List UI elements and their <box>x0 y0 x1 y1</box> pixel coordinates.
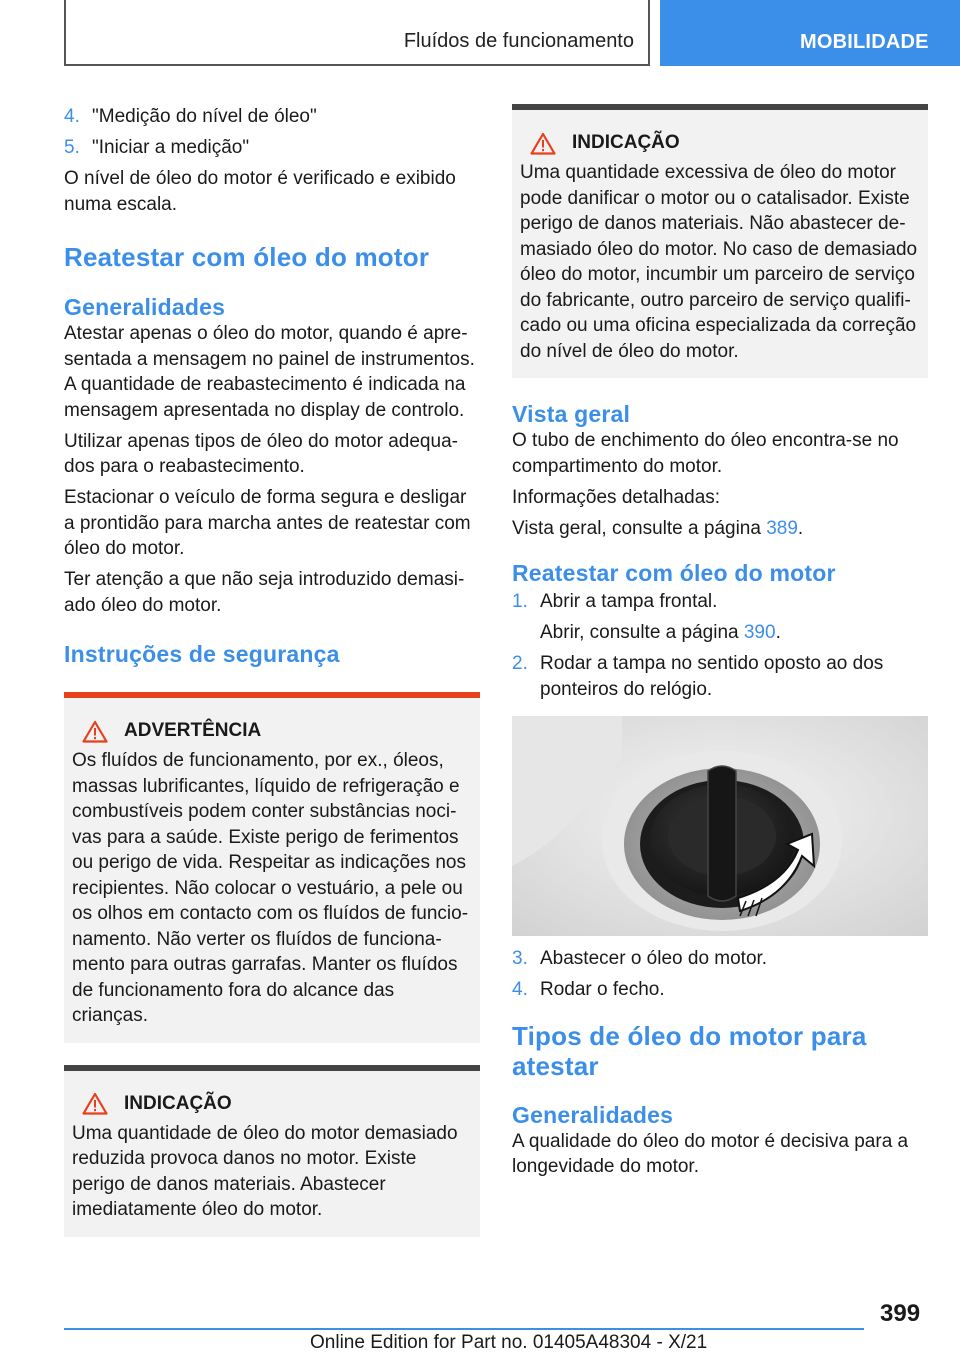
section-heading: Reatestar com óleo do motor <box>64 242 430 272</box>
reference-text: Abrir, consulte a página <box>540 622 744 643</box>
step-number: 4. <box>64 106 80 127</box>
list-item <box>512 977 928 1003</box>
step-text: "Iniciar a medição" <box>92 137 250 158</box>
notice-triangle-icon <box>530 132 556 155</box>
right-column <box>512 104 928 1185</box>
footer-edition: Online Edition for Part no. 01405A48304 - X/21 <box>310 1332 708 1353</box>
step-text: Rodar o fecho. <box>540 979 665 1000</box>
paragraph: A qualidade do óleo do motor é decisiva para a longevidade do motor. <box>512 1130 909 1177</box>
section-heading: Tipos de óleo do motor para atestar <box>512 1020 867 1081</box>
list-item <box>64 135 480 161</box>
warning-text: Os fluídos de funcionamento, por ex., óleos, massas lubrificantes, líquido de refrigeração e combustíveis podem conter substâncias nocivas para a saúde. Existe perigo de ferimentos ou perigo de vida. Respeitar as indicações nos recipientes. Não colocar o vestuário, a pele ou os olhos em contacto com os fluídos de funcionamento. Não verter os fluídos de funcionamento para outras garrafas. Manter os fluídos de funcionamento fora do alcance das crianças. <box>72 750 469 1026</box>
step-number: 4. <box>512 979 528 1000</box>
paragraph: Estacionar o veículo de forma segura e desligar a prontidão para marcha antes de reatestar com óleo do motor. <box>64 487 471 559</box>
warning-box <box>64 692 480 1043</box>
reference-suffix: . <box>797 517 804 539</box>
page-reference <box>512 620 928 646</box>
step-text: Rodar a tampa no sentido oposto ao dos ponteiros do relógio. <box>540 653 884 700</box>
notice-title: INDICAÇÃO <box>124 1092 232 1114</box>
notice-text: Uma quantidade de óleo do motor demasiado reduzida provoca danos no motor. Existe perigo de danos materiais. Abastecer imediatamente óleo do motor. <box>72 1122 458 1220</box>
subsection-heading: Vista geral <box>512 401 631 427</box>
notice-triangle-icon <box>82 1092 108 1115</box>
reference-suffix: . <box>775 622 781 643</box>
step-text: "Medição do nível de óleo" <box>92 106 317 127</box>
oil-filler-cap-photo <box>512 716 928 936</box>
page-reference <box>512 516 928 542</box>
page-link[interactable]: 389 <box>766 517 798 539</box>
list-item <box>512 651 928 702</box>
notice-text: Uma quantidade excessiva de óleo do motor pode danificar o motor ou o catalisador. Existe perigo de danos materiais. Não abastecer demasiado óleo do motor. No caso de demasiado óleo do motor, incumbir um parceiro de serviço do fabricante, outro parceiro de serviço qualificado ou uma oficina especializada da correção do nível de óleo do motor. <box>520 162 918 362</box>
page-link[interactable]: 390 <box>743 622 776 643</box>
subsection-heading: Reatestar com óleo do motor <box>512 560 836 586</box>
chapter-title: Fluídos de funcionamento <box>403 30 634 52</box>
reference-text: Vista geral, consulte a página <box>512 517 767 539</box>
step-number: 3. <box>512 948 528 969</box>
header-section-tab <box>660 0 960 66</box>
list-item <box>512 589 928 615</box>
paragraph: Utilizar apenas tipos de óleo do motor adequados para o reabastecimento. <box>64 430 458 477</box>
left-column <box>64 104 480 1237</box>
notice-box <box>64 1065 480 1237</box>
step-text: Abrir a tampa frontal. <box>540 591 718 612</box>
notice-box <box>512 104 928 378</box>
section-title: MOBILIDADE <box>800 31 929 53</box>
list-item <box>512 946 928 972</box>
step-text: Abastecer o óleo do motor. <box>540 948 768 969</box>
paragraph: Atestar apenas o óleo do motor, quando é apresentada a mensagem no painel de instrumentos. A quantidade de reabastecimento é indicada na mensagem apresentada no display de controlo. <box>64 323 475 421</box>
notice-title: INDICAÇÃO <box>572 132 680 153</box>
paragraph: O nível de óleo do motor é verificado e exibido numa escala. <box>64 168 456 215</box>
paragraph: Ter atenção a que não seja introduzido demasiado óleo do motor. <box>64 569 465 616</box>
subsection-heading: Generalidades <box>64 294 226 320</box>
warning-title: ADVERTÊNCIA <box>124 720 262 741</box>
footer-divider <box>64 1328 864 1330</box>
step-number: 1. <box>512 591 528 612</box>
paragraph: O tubo de enchimento do óleo encontra-se no compartimento do motor. <box>512 430 899 477</box>
paragraph: Informações detalhadas: <box>512 486 721 508</box>
list-item <box>64 104 480 130</box>
warning-triangle-icon <box>82 720 108 743</box>
step-number: 5. <box>64 137 80 158</box>
header-chapter-box <box>64 0 650 66</box>
step-number: 2. <box>512 653 528 674</box>
subsection-heading: Generalidades <box>512 1101 674 1128</box>
page-number: 399 <box>880 1300 921 1327</box>
subsection-heading: Instruções de segurança <box>64 641 340 667</box>
